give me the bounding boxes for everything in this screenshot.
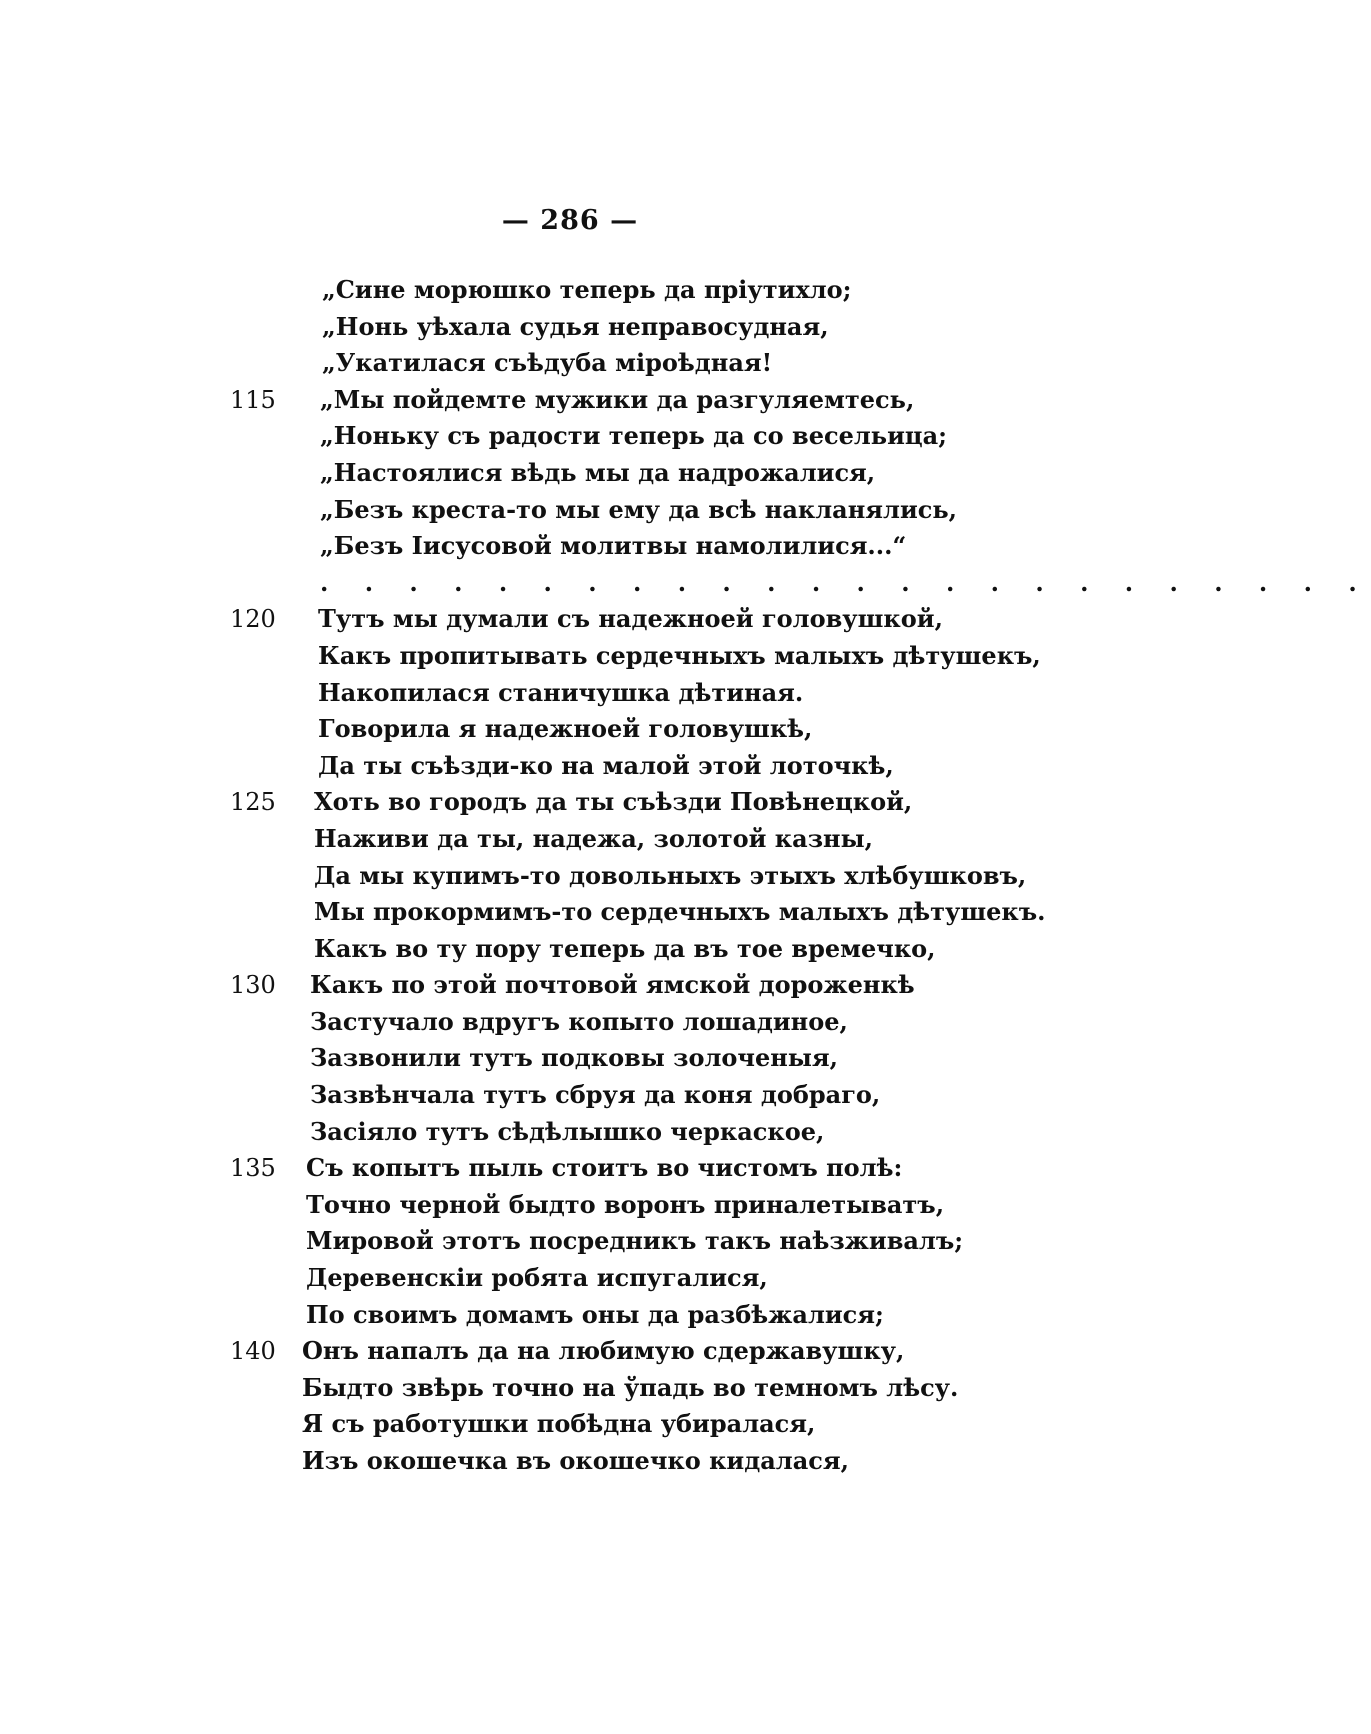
- verse-line: [0, 1114, 1140, 1151]
- line-number: 140: [230, 1337, 276, 1366]
- verse-line: [0, 1260, 1140, 1297]
- verse-line: [0, 821, 1140, 858]
- line-text: „Мы пойдемте мужики да разгуляемтесь,: [320, 384, 915, 414]
- line-text: Зазвонили тутъ подковы золоченыя,: [310, 1043, 838, 1073]
- line-text: Да мы купимъ-то довольныхъ этыхъ хлѣбушковъ,: [314, 860, 1027, 890]
- line-text: „Ноньку съ радости теперь да со весельица;: [320, 421, 948, 451]
- verse-line: [0, 272, 1140, 309]
- line-text: Застучало вдругъ копыто лошадиное,: [310, 1006, 848, 1036]
- verse-line: [0, 455, 1140, 492]
- verse-line: [0, 675, 1140, 712]
- verse-line: [0, 345, 1140, 382]
- line-text: Деревенскіи робята испугалися,: [306, 1263, 768, 1293]
- line-number: 135: [230, 1154, 276, 1183]
- verse-line: [0, 784, 1140, 821]
- line-text: Наживи да ты, надежа, золотой казны,: [314, 823, 873, 853]
- verse-line: [0, 931, 1140, 968]
- verse-line: [0, 528, 1140, 565]
- verse-line: [0, 1370, 1140, 1407]
- line-number: 120: [230, 605, 276, 634]
- verse-line-ellipsis: [0, 565, 1371, 602]
- verse-line: [0, 894, 1140, 931]
- verse-line: [0, 418, 1140, 455]
- verse-line: [0, 601, 1140, 638]
- verse-block: [0, 272, 1371, 1480]
- line-text: Тутъ мы думали съ надежноей головушкой,: [318, 604, 943, 634]
- verse-line: [0, 1077, 1140, 1114]
- omission-dots: . . . . . . . . . . . . . . . . . . . . . . . .: [320, 567, 1371, 597]
- verse-line: [0, 1150, 1140, 1187]
- line-text: Накопилася станичушка дѣтиная.: [318, 677, 804, 707]
- verse-line: [0, 1223, 1140, 1260]
- verse-line: [0, 1004, 1140, 1041]
- verse-line: [0, 1406, 1140, 1443]
- line-text: „Сине морюшко теперь да пріутихло;: [322, 275, 852, 304]
- line-text: Зазвѣнчала тутъ сбруя да коня добраго,: [310, 1080, 881, 1110]
- line-text: Быдто звѣрь точно на ўпадь во темномъ лѣсу.: [302, 1372, 959, 1402]
- line-text: По своимъ домамъ оны да разбѣжалися;: [306, 1299, 884, 1329]
- line-text: „Укатилася съѣдуба міроѣдная!: [322, 348, 773, 378]
- line-text: „Настоялися вѣдь мы да надрожалися,: [320, 457, 876, 487]
- verse-line: [0, 309, 1140, 346]
- verse-line: [0, 492, 1140, 529]
- verse-line: [0, 748, 1140, 785]
- line-text: Онъ напалъ да на любимую сдержавушку,: [302, 1336, 905, 1366]
- verse-line: [0, 1333, 1140, 1370]
- line-text: Говорила я надежноей головушкѣ,: [318, 714, 813, 744]
- line-text: Мировой этотъ посредникъ такъ наѣзживалъ;: [306, 1226, 964, 1256]
- line-text: „Безъ креста-то мы ему да всѣ накланялись,: [320, 494, 957, 524]
- page-number: — 286 —: [501, 205, 639, 236]
- line-text: Какъ во ту пору теперь да въ тое времечко,: [314, 933, 936, 963]
- line-text: Да ты съѣзди-ко на малой этой лоточкѣ,: [318, 750, 894, 780]
- verse-line: [0, 967, 1140, 1004]
- verse-line: [0, 858, 1140, 895]
- line-text: Съ копытъ пыль стоитъ во чистомъ полѣ:: [306, 1153, 903, 1183]
- verse-line: [0, 1040, 1140, 1077]
- verse-line: [0, 1187, 1140, 1224]
- line-number: 125: [230, 788, 276, 817]
- line-text: „Нонь уѣхала судья неправосудная,: [322, 311, 829, 341]
- verse-line: [0, 711, 1140, 748]
- verse-line: [0, 1443, 1140, 1480]
- line-text: Мы прокормимъ-то сердечныхъ малыхъ дѣтушекъ.: [314, 897, 1046, 927]
- line-number: 130: [230, 971, 276, 1000]
- line-text: Я съ работушки побѣдна убиралася,: [302, 1409, 816, 1439]
- line-text: Точно черной быдто воронъ приналетыватъ,: [306, 1189, 945, 1219]
- verse-line: [0, 1297, 1140, 1334]
- verse-line: [0, 638, 1140, 675]
- verse-line: [0, 382, 1140, 419]
- line-text: Изъ окошечка въ окошечко кидалася,: [302, 1446, 849, 1475]
- line-text: „Безъ Іисусовой молитвы намолилися...“: [320, 531, 907, 561]
- line-text: Засіяло тутъ сѣдѣлышко черкаское,: [310, 1116, 825, 1146]
- line-number: 115: [230, 385, 276, 414]
- line-text: Какъ по этой почтовой ямской дороженкѣ: [310, 970, 915, 1000]
- line-text: Хоть во городъ да ты съѣзди Повѣнецкой,: [314, 787, 913, 817]
- line-text: Какъ пропитывать сердечныхъ малыхъ дѣтушекъ,: [318, 640, 1041, 670]
